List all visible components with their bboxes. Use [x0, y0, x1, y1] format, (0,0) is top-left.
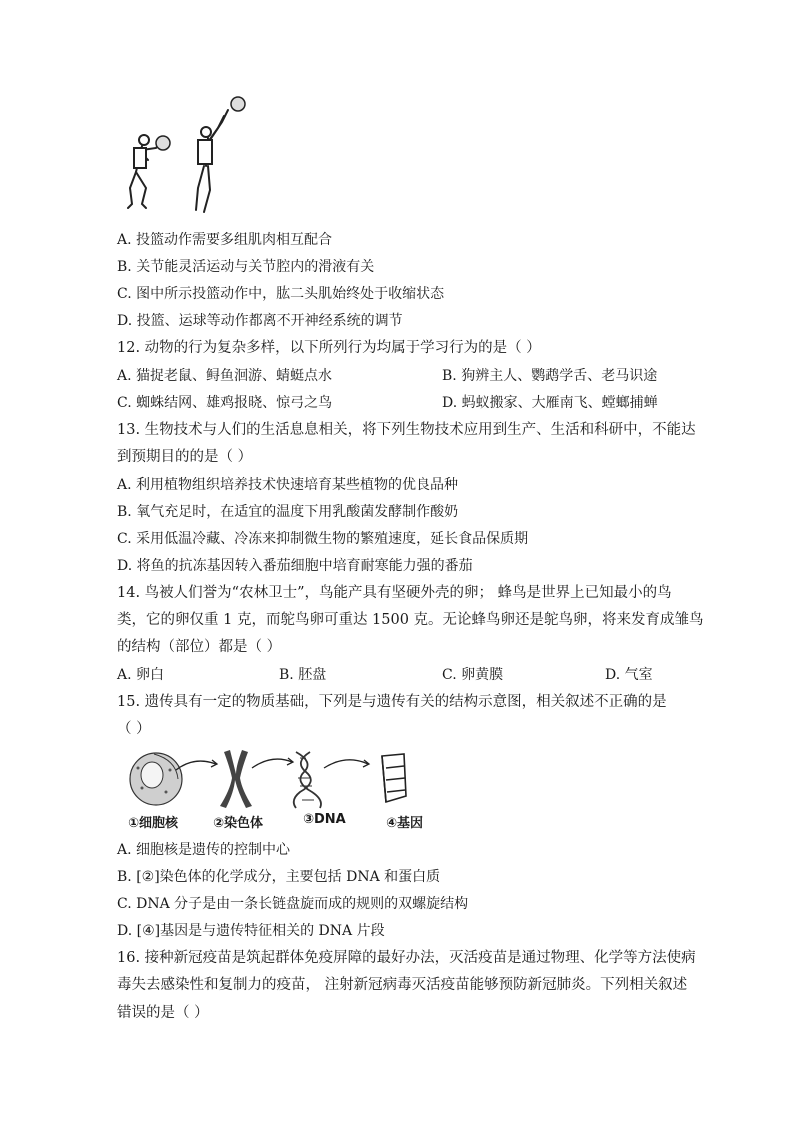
q12-option-c: C. 蜘蛛结网、雄鸡报晓、惊弓之鸟: [117, 395, 333, 411]
q14-option-c: C. 卵黄膜: [442, 667, 504, 683]
q12-stem: 12. 动物的行为复杂多样，以下所列行为均属于学习行为的是（ ）: [117, 340, 541, 356]
q11-option-b: B. 关节能灵活运动与关节腔内的滑液有关: [117, 259, 375, 275]
q13-option-d: D. 将鱼的抗冻基因转入番茄细胞中培育耐寒能力强的番茄: [117, 558, 473, 574]
ball-2-icon: [231, 97, 245, 111]
arrow-3-icon: [324, 760, 368, 768]
q13-stem-line-2: 到预期目的的是（ ）: [117, 449, 253, 465]
q11-option-a: A. 投篮动作需要多组肌肉相互配合: [117, 232, 333, 248]
q11-option-d: D. 投篮、运球等动作都离不开神经系统的调节: [117, 313, 403, 329]
q16-stem-line-3: 错误的是（ ）: [117, 1005, 209, 1021]
chromosome-drawing: [220, 750, 252, 808]
q14-stem-line-3: 的结构（部位）都是（ ）: [117, 639, 282, 655]
genetics-structure-figure: [124, 748, 444, 810]
figure-label-chromosome: ②染色体: [213, 816, 264, 831]
q14-stem-line-2: 类，它的卵仅重 1 克，而鸵鸟卵可重达 1500 克。无论蜂鸟卵还是鸵鸟卵，将来发育成雏鸟: [117, 612, 704, 628]
q15-stem-line-1: 15. 遗传具有一定的物质基础，下列是与遗传有关的结构示意图，相关叙述不正确的是: [117, 694, 667, 710]
arrow-2-icon: [252, 759, 292, 768]
player-dribbling-figure: [128, 135, 160, 208]
q12-option-a: A. 猫捉老鼠、鲟鱼洄游、蜻蜓点水: [117, 368, 333, 384]
player-shooting-figure: [196, 110, 228, 212]
gene-segment-drawing: [382, 754, 406, 802]
q16-stem-line-1: 16. 接种新冠疫苗是筑起群体免疫屏障的最好办法，灭活疫苗是通过物理、化学等方法使病: [117, 950, 696, 966]
q14-option-b: B. 胚盘: [279, 667, 327, 683]
arrow-1-icon: [176, 761, 216, 770]
figure-label-dna: ③DNA: [303, 812, 346, 827]
ball-1-icon: [156, 136, 170, 150]
q15-option-c: C. DNA 分子是由一条长链盘旋而成的规则的双螺旋结构: [117, 896, 469, 912]
figure-label-nucleus: ①细胞核: [128, 816, 179, 831]
q15-option-b: B. [②]染色体的化学成分，主要包括 DNA 和蛋白质: [117, 869, 441, 885]
q13-option-c: C. 采用低温冷藏、冷冻来抑制微生物的繁殖速度，延长食品保质期: [117, 531, 529, 547]
q15-option-a: A. 细胞核是遗传的控制中心: [117, 842, 291, 858]
q15-stem-line-2: （ ）: [117, 721, 151, 737]
q11-option-c: C. 图中所示投篮动作中，肱二头肌始终处于收缩状态: [117, 286, 445, 302]
basketball-figure: [118, 92, 258, 222]
q15-option-d: D. [④]基因是与遗传特征相关的 DNA 片段: [117, 923, 385, 939]
q16-stem-line-2: 毒失去感染性和复制力的疫苗， 注射新冠病毒灭活疫苗能够预防新冠肺炎。下列相关叙述: [117, 977, 688, 993]
q14-option-d: D. 气室: [605, 667, 653, 683]
q14-stem-line-1: 14. 鸟被人们誉为“农林卫士”，鸟能产具有坚硬外壳的卵； 蜂鸟是世界上已知最小的鸟: [117, 585, 672, 601]
q12-option-d: D. 蚂蚁搬家、大雁南飞、螳螂捕蝉: [442, 395, 658, 411]
q13-option-b: B. 氧气充足时，在适宜的温度下用乳酸菌发酵制作酸奶: [117, 504, 459, 520]
q14-option-a: A. 卵白: [117, 667, 165, 683]
q13-stem-line-1: 13. 生物技术与人们的生活息息相关，将下列生物技术应用到生产、生活和科研中，不能达: [117, 422, 696, 438]
q13-option-a: A. 利用植物组织培养技术快速培育某些植物的优良品种: [117, 477, 459, 493]
nucleus-drawing: [130, 753, 182, 805]
dna-helix-drawing: [294, 752, 321, 808]
q12-option-b: B. 狗辨主人、鹦鹉学舌、老马识途: [442, 368, 658, 384]
figure-label-gene: ④基因: [386, 816, 424, 831]
